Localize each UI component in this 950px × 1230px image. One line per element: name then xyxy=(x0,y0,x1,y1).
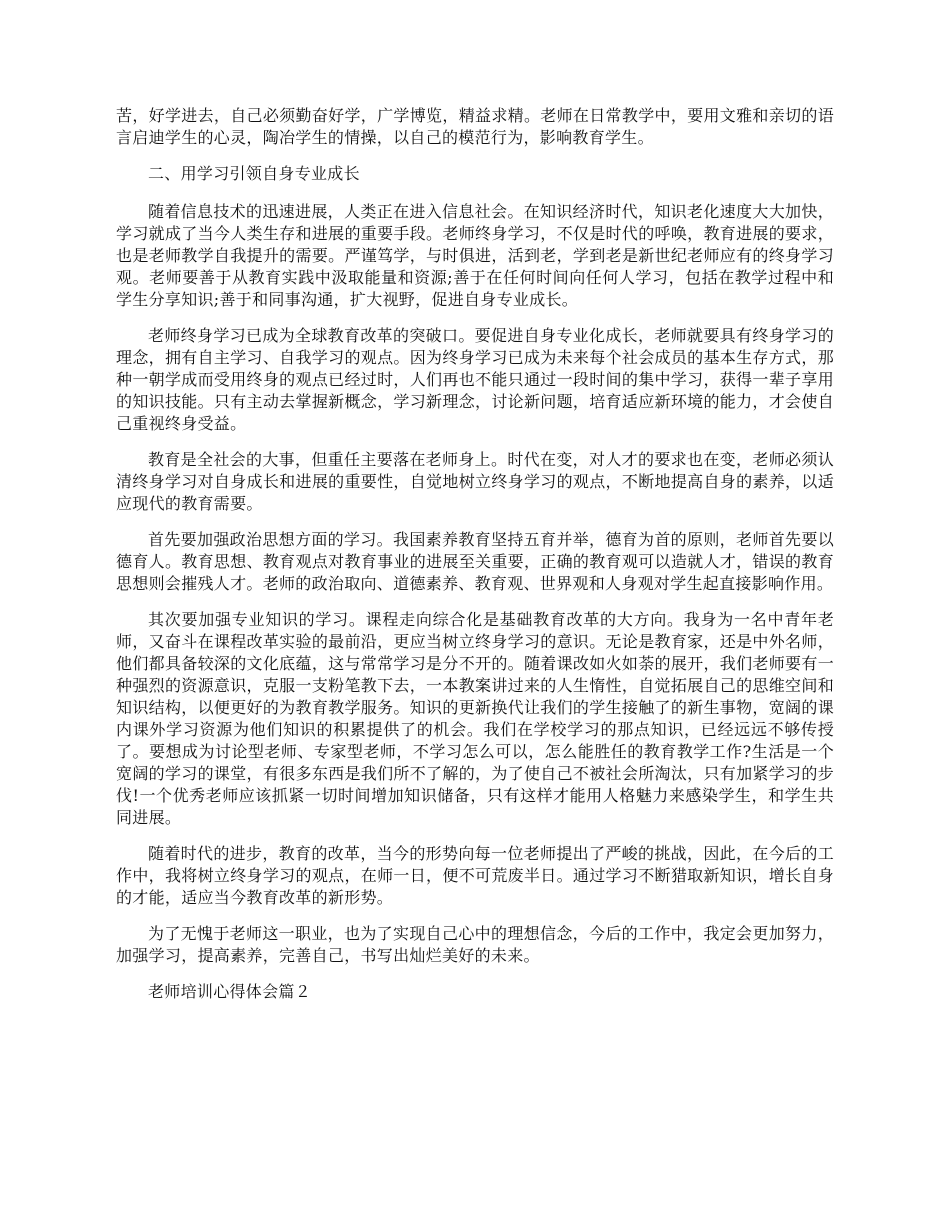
paragraph: 首先要加强政治思想方面的学习。我国素养教育坚持五育并举，德育为首的原则，老师首先要以德育人。教育思想、教育观点对教育事业的进展至关重要，正确的教育观可以造就人才，错误的教育思想则会摧残人才。老师的政治取向、道德素养、教育观、世界观和人身观对学生起直接影响作用。 xyxy=(116,530,834,593)
section-heading: 二、用学习引领自身专业成长 xyxy=(148,164,360,183)
paragraph-continuation: 苦，好学进去，自己必须勤奋好学，广学博览，精益求精。老师在日常教学中，要用文雅和亲切的语言启迪学生的心灵，陶冶学生的情操，以自己的模范行为，影响教育学生。 xyxy=(116,106,834,147)
article-title: 老师培训心得体会篇２ xyxy=(148,982,312,1001)
paragraph: 老师终身学习已成为全球教育改革的突破口。要促进自身专业化成长，老师就要具有终身学习的理念，拥有自主学习、自我学习的观点。因为终身学习已成为未来每个社会成员的基本生存方式，那种一朝学成而受用终身的观点已经过时，人们再也不能只通过一段时间的集中学习，获得一辈子享用的知识技能。只有主动去掌握新概念，学习新理念，讨论新问题，培育适应新环境的能力，才会使自己重视终身受益。 xyxy=(116,326,834,433)
paragraph: 随着时代的进步，教育的改革，当今的形势向每一位老师提出了严峻的挑战，因此，在今后的工作中，我将树立终身学习的观点，在师一日，便不可荒废半日。通过学习不断猎取新知识，增长自身的才能，适应当今教育改革的新形势。 xyxy=(116,844,834,907)
paragraph: 其次要加强专业知识的学习。课程走向综合化是基础教育改革的大方向。我身为一名中青年老师，又奋斗在课程改革实验的最前沿，更应当树立终身学习的意识。无论是教育家，还是中外名师，他们都具备较深的文化底蕴，这与常常学习是分不开的。随着课改如火如荼的展开，我们老师要有一种强烈的资源意识，克服一支粉笔教下去，一本教案讲过来的人生惰性，自觉拓展自己的思维空间和知识结构，以便更好的为教育教学服务。知识的更新换代让我们的学生接触了的新生事物，宽阔的课内课外学习资源为他们知识的积累提供了的机会。我们在学校学习的那点知识，已经远远不够传授了。要想成为讨论型老师、专家型老师，不学习怎么可以，怎么能胜任的教育教学工作?生活是一个宽阔的学习的课堂，有很多东西是我们所不了解的，为了使自己不被社会所淘汰，只有加紧学习的步伐!一个优秀老师应该抓紧一切时间增加知识储备，只有这样才能用人格魅力来感染学生，和学生共同进展。 xyxy=(116,610,834,827)
paragraph: 教育是全社会的大事，但重任主要落在老师身上。时代在变，对人才的要求也在变，老师必须认清终身学习对自身成长和进展的重要性，自觉地树立终身学习的观点，不断地提高自身的素养，以适应现代的教育需要。 xyxy=(116,450,834,513)
paragraph: 为了无愧于老师这一职业，也为了实现自己心中的理想信念，今后的工作中，我定会更加努力，加强学习，提高素养，完善自己，书写出灿烂美好的未来。 xyxy=(116,924,834,965)
paragraph: 随着信息技术的迅速进展，人类正在进入信息社会。在知识经济时代，知识老化速度大大加快，学习就成了当今人类生存和进展的重要手段。老师终身学习，不仅是时代的呼唤，教育进展的要求，也是老师教学自我提升的需要。严谨笃学，与时俱进，活到老，学到老是新世纪老师应有的终身学习观。老师要善于从教育实践中汲取能量和资源;善于在任何时间向任何人学习，包括在教学过程中和学生分享知识;善于和同事沟通，扩大视野，促进自身专业成长。 xyxy=(116,202,834,309)
